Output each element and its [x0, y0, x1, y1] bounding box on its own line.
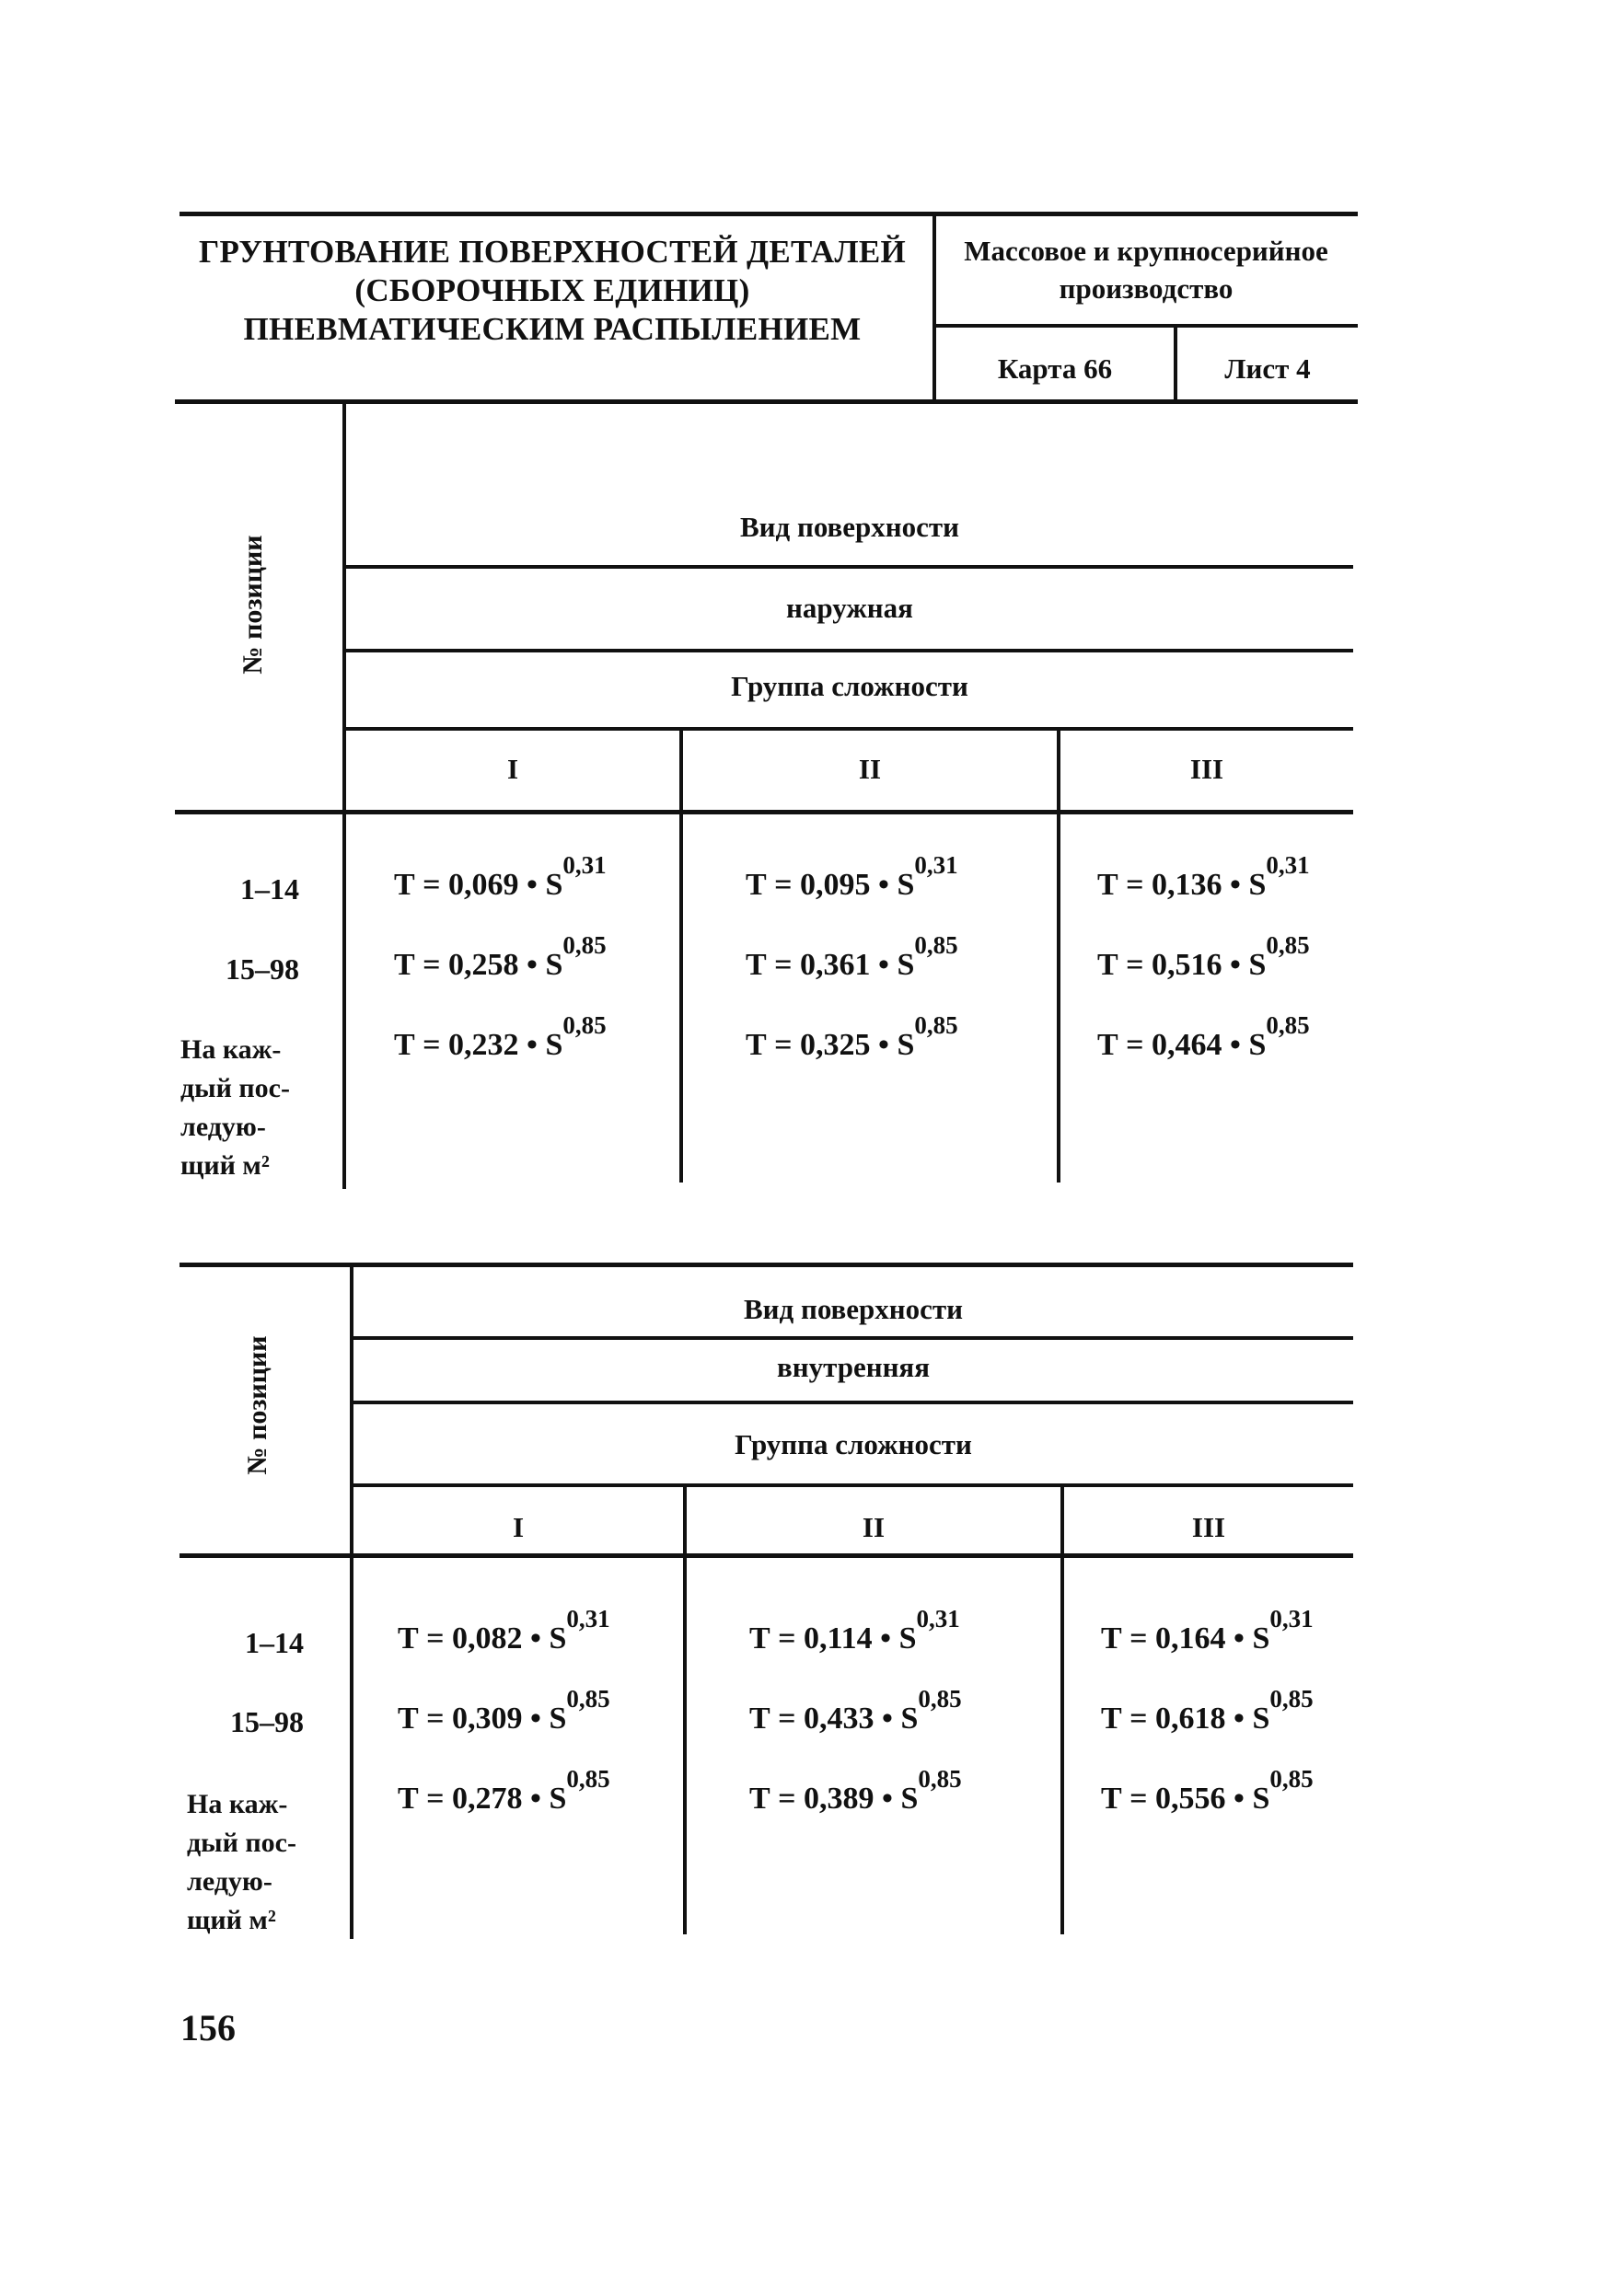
table-2-group-III: III [1191, 1511, 1226, 1543]
formula-exponent: 0,85 [566, 1685, 610, 1713]
position-line: дый пос- [187, 1828, 296, 1858]
document-title-line-1: ГРУНТОВАНИЕ ПОВЕРХНОСТЕЙ ДЕТАЛЕЙ [198, 234, 907, 270]
formula-coefficient: Т = 0,309 • S [398, 1702, 567, 1736]
formula-exponent: 0,85 [918, 1765, 962, 1793]
formula-coefficient: Т = 0,164 • S [1101, 1621, 1270, 1656]
card-number: Карта 66 [997, 352, 1113, 385]
table-1-formula-cell [746, 931, 958, 983]
table-1-col-rule-1 [679, 729, 683, 1183]
table-1-formula-cell [1097, 851, 1310, 903]
formula-coefficient: Т = 0,389 • S [749, 1782, 919, 1816]
table-1-formula-cell [1097, 931, 1310, 983]
formula-coefficient: Т = 0,516 • S [1097, 948, 1267, 982]
table-2-row-3-position [187, 1785, 316, 1940]
table-1-group-I: I [506, 753, 519, 785]
table-1-formula-cell [1097, 1011, 1310, 1063]
document-title-line-2: (СБОРОЧНЫХ ЕДИНИЦ) [354, 272, 750, 308]
table-2-formula-cell [1101, 1605, 1314, 1656]
table-1-surface-type: наружная [786, 592, 913, 624]
formula-exponent: 0,85 [1269, 1765, 1314, 1793]
header-bottom-rule [175, 399, 1358, 404]
formula-coefficient: Т = 0,325 • S [746, 1028, 915, 1062]
table-1-rule-2 [344, 649, 1353, 652]
formula-exponent: 0,85 [914, 931, 958, 959]
position-line: дый пос- [180, 1073, 290, 1103]
table-1-header-bottom-rule [175, 810, 1353, 814]
table-1-row-3-position [180, 1031, 309, 1185]
table-2-formula-cell [1101, 1685, 1314, 1736]
formula-coefficient: Т = 0,433 • S [749, 1702, 919, 1736]
production-type-line-1: Массовое и крупносерийное [964, 235, 1328, 267]
table-1-group-header: Группа сложности [731, 670, 968, 702]
table-2-group-header: Группа сложности [735, 1428, 972, 1460]
table-2-group-II: II [862, 1511, 886, 1543]
formula-exponent: 0,31 [1269, 1605, 1314, 1633]
formula-exponent: 0,85 [1266, 931, 1310, 959]
table-2-formula-cell [1101, 1765, 1314, 1817]
formula-coefficient: Т = 0,114 • S [749, 1621, 917, 1656]
formula-exponent: 0,85 [566, 1765, 610, 1793]
table-1-rule-1 [344, 565, 1353, 569]
table-2-group-I: I [512, 1511, 525, 1543]
formula-coefficient: Т = 0,361 • S [746, 948, 915, 982]
table-2-position-header: № позиции [242, 1335, 272, 1475]
formula-coefficient: Т = 0,232 • S [394, 1028, 563, 1062]
formula-exponent: 0,31 [566, 1605, 610, 1633]
formula-exponent: 0,85 [562, 1011, 607, 1039]
sheet-number: Лист 4 [1224, 352, 1311, 385]
formula-exponent: 0,85 [918, 1685, 962, 1713]
formula-coefficient: Т = 0,556 • S [1101, 1782, 1270, 1816]
table-1-group-II: II [858, 753, 882, 785]
table-1-formula-cell [746, 851, 958, 903]
table-1-row-1-position: 1–14 [240, 872, 299, 906]
table-1-formula-cell [394, 851, 607, 903]
position-line: ледую- [187, 1866, 272, 1897]
table-2-surface-header: Вид поверхности [743, 1293, 963, 1325]
table-1-position-header: № позиции [237, 535, 268, 675]
table-2-top-rule [180, 1263, 1353, 1267]
formula-coefficient: Т = 0,464 • S [1097, 1028, 1267, 1062]
table-1-formula-cell [394, 1011, 607, 1063]
table-2-rule-1 [352, 1336, 1353, 1340]
formula-exponent: 0,31 [916, 1605, 960, 1633]
formula-coefficient: Т = 0,082 • S [398, 1621, 567, 1656]
table-2-formula-cell [749, 1765, 962, 1817]
header-top-rule [180, 212, 1358, 216]
formula-coefficient: Т = 0,258 • S [394, 948, 563, 982]
table-2-formula-cell [749, 1685, 962, 1736]
formula-exponent: 0,85 [1269, 1685, 1314, 1713]
position-line: ледую- [180, 1112, 266, 1142]
formula-exponent: 0,85 [914, 1011, 958, 1039]
table-2-row-1-position: 1–14 [245, 1626, 304, 1659]
table-2-row-2-position: 15–98 [230, 1705, 304, 1738]
table-1-formula-cell [394, 931, 607, 983]
formula-coefficient: Т = 0,618 • S [1101, 1702, 1270, 1736]
table-2-col-rule-2 [1060, 1485, 1064, 1934]
formula-exponent: 0,85 [562, 931, 607, 959]
table-1-group-III: III [1189, 753, 1224, 785]
table-2-rule-3 [352, 1483, 1353, 1487]
production-type-line-2: производство [1059, 272, 1234, 305]
table-2-col-rule-1 [683, 1485, 687, 1934]
page-number: 156 [180, 2007, 236, 2048]
table-2-surface-type: внутренняя [777, 1351, 930, 1383]
position-line: щий м² [187, 1905, 276, 1935]
formula-exponent: 0,31 [1266, 851, 1310, 879]
position-line: На каж- [180, 1034, 282, 1065]
formula-exponent: 0,31 [914, 851, 958, 879]
position-line: щий м² [180, 1150, 270, 1181]
table-1-rule-3 [344, 727, 1353, 731]
table-1-surface-header: Вид поверхности [739, 511, 959, 543]
table-2-formula-cell [398, 1685, 610, 1736]
table-2-rule-2 [352, 1401, 1353, 1404]
header-mid-rule [934, 324, 1358, 328]
table-2-formula-cell [398, 1765, 610, 1817]
formula-coefficient: Т = 0,278 • S [398, 1782, 567, 1816]
formula-coefficient: Т = 0,136 • S [1097, 868, 1267, 902]
document-title-line-3: ПНЕВМАТИЧЕСКИМ РАСПЫЛЕНИЕМ [243, 311, 862, 347]
formula-exponent: 0,85 [1266, 1011, 1310, 1039]
formula-coefficient: Т = 0,069 • S [394, 868, 563, 902]
table-1-row-2-position: 15–98 [226, 952, 299, 986]
formula-exponent: 0,31 [562, 851, 607, 879]
table-1-col-rule-2 [1057, 729, 1060, 1183]
formula-coefficient: Т = 0,095 • S [746, 868, 915, 902]
table-2-formula-cell [398, 1605, 610, 1656]
table-2-formula-cell [749, 1605, 960, 1656]
table-2-header-bottom-rule [180, 1553, 1353, 1558]
position-line: На каж- [187, 1789, 288, 1819]
table-1-formula-cell [746, 1011, 958, 1063]
